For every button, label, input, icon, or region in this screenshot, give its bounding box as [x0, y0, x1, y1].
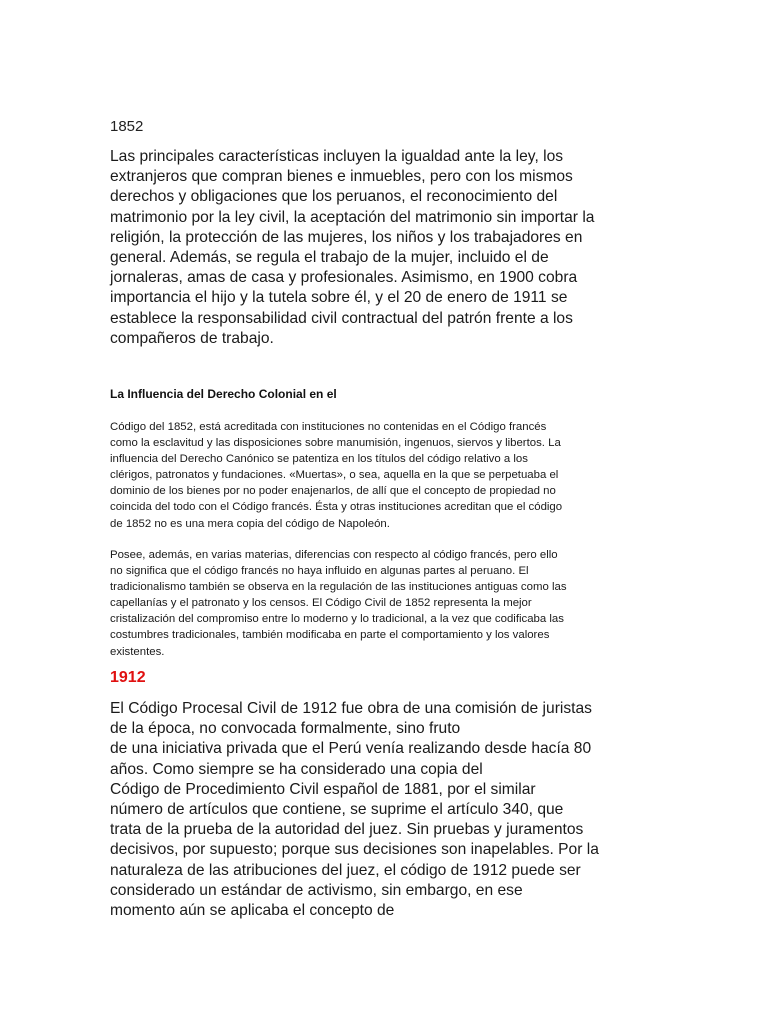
text-line: El Código Procesal Civil de 1912 fue obra de una comisión de juristas: [110, 700, 592, 717]
year-1852: 1852: [110, 118, 144, 135]
text-line: Código de Procedimiento Civil español de 1881, por el similar: [110, 780, 536, 798]
section-heading-colonial-law: La Influencia del Derecho Colonial en el: [110, 387, 337, 401]
text-line: tradicionalismo también se observa en la regulación de las instituciones antiguas como las: [110, 581, 567, 594]
paragraph-1852-characteristics: [110, 147, 660, 349]
text-line: naturaleza de las atribuciones del juez, el código de 1912 puede ser: [110, 861, 581, 879]
text-line: general. Además, se regula el trabajo de la mujer, incluido el de: [110, 249, 549, 267]
text-line: costumbres tradicionales, también modificaba en parte el comportamiento y los valores: [110, 629, 550, 642]
text-line: establece la responsabilidad civil contractual del patrón frente a los: [110, 309, 573, 327]
text-line: derechos y obligaciones que los peruanos, el reconocimiento del: [110, 188, 558, 206]
text-line: influencia del Derecho Canónico se patentiza en los títulos del código relativo a los: [110, 453, 528, 466]
text-line: de 1852 no es una mera copia del código de Napoleón.: [110, 517, 390, 530]
text-line: religión, la protección de las mujeres, los niños y los trabajadores en: [110, 228, 583, 246]
text-line: trata de la prueba de la autoridad del juez. Sin pruebas y juramentos: [110, 821, 584, 839]
text-line: existentes.: [110, 645, 165, 658]
text-line: coincida del todo con el Código francés. Ésta y otras instituciones acreditan que el código: [110, 501, 563, 514]
text-line: importancia el hijo y la tutela sobre él, y el 20 de enero de 1911 se: [110, 289, 568, 307]
text-line: capellanías y el patronato y los censos. El Código Civil de 1852 representa la mejor: [110, 597, 532, 610]
text-line: de la época, no convocada formalmente, sino fruto: [110, 720, 461, 738]
text-line: dominio de los bienes por no poder enajenarlos, de allí que el concepto de propiedad no: [110, 485, 556, 498]
text-line: de una iniciativa privada que el Perú venía realizando desde hacía 80: [110, 740, 592, 758]
text-line: considerado un estándar de activismo, sin embargo, en ese: [110, 881, 523, 899]
text-line: como la esclavitud y las disposiciones sobre manumisión, ingenuos, siervos y libertos. La: [110, 437, 561, 450]
text-line: Las principales características incluyen la igualdad ante la ley, los: [110, 148, 564, 165]
paragraph-1912-procedural-code: [110, 699, 660, 921]
text-line: extranjeros que compran bienes e inmuebles, pero con los mismos: [110, 168, 573, 186]
text-line: momento aún se aplicaba el concepto de: [110, 902, 395, 920]
text-line: jornaleras, amas de casa y profesionales. Asimismo, en 1900 cobra: [110, 269, 578, 287]
year-1912-heading: 1912: [110, 669, 146, 686]
text-line: clérigos, patronatos y fundaciones. «Muertas», o sea, aquella en la que se perpetuaba el: [110, 469, 559, 482]
paragraph-differences-french-code: [110, 547, 660, 660]
text-line: Código del 1852, está acreditada con instituciones no contenidas en el Código francés: [110, 421, 547, 433]
text-line: número de artículos que contiene, se suprime el artículo 340, que: [110, 801, 564, 819]
text-line: decisivos, por supuesto; porque sus decisiones son inapelables. Por la: [110, 841, 599, 859]
text-line: años. Como siempre se ha considerado una copia del: [110, 760, 483, 778]
text-line: no significa que el código francés no haya influido en algunas partes al peruano. El: [110, 565, 529, 578]
text-line: matrimonio por la ley civil, la aceptación del matrimonio sin importar la: [110, 208, 595, 226]
text-line: compañeros de trabajo.: [110, 329, 274, 347]
paragraph-colonial-influence: [110, 419, 660, 532]
text-line: cristalización del compromiso entre lo moderno y lo tradicional, a la vez que codificaba las: [110, 613, 564, 626]
text-line: Posee, además, en varias materias, diferencias con respecto al código francés, pero ello: [110, 549, 558, 561]
